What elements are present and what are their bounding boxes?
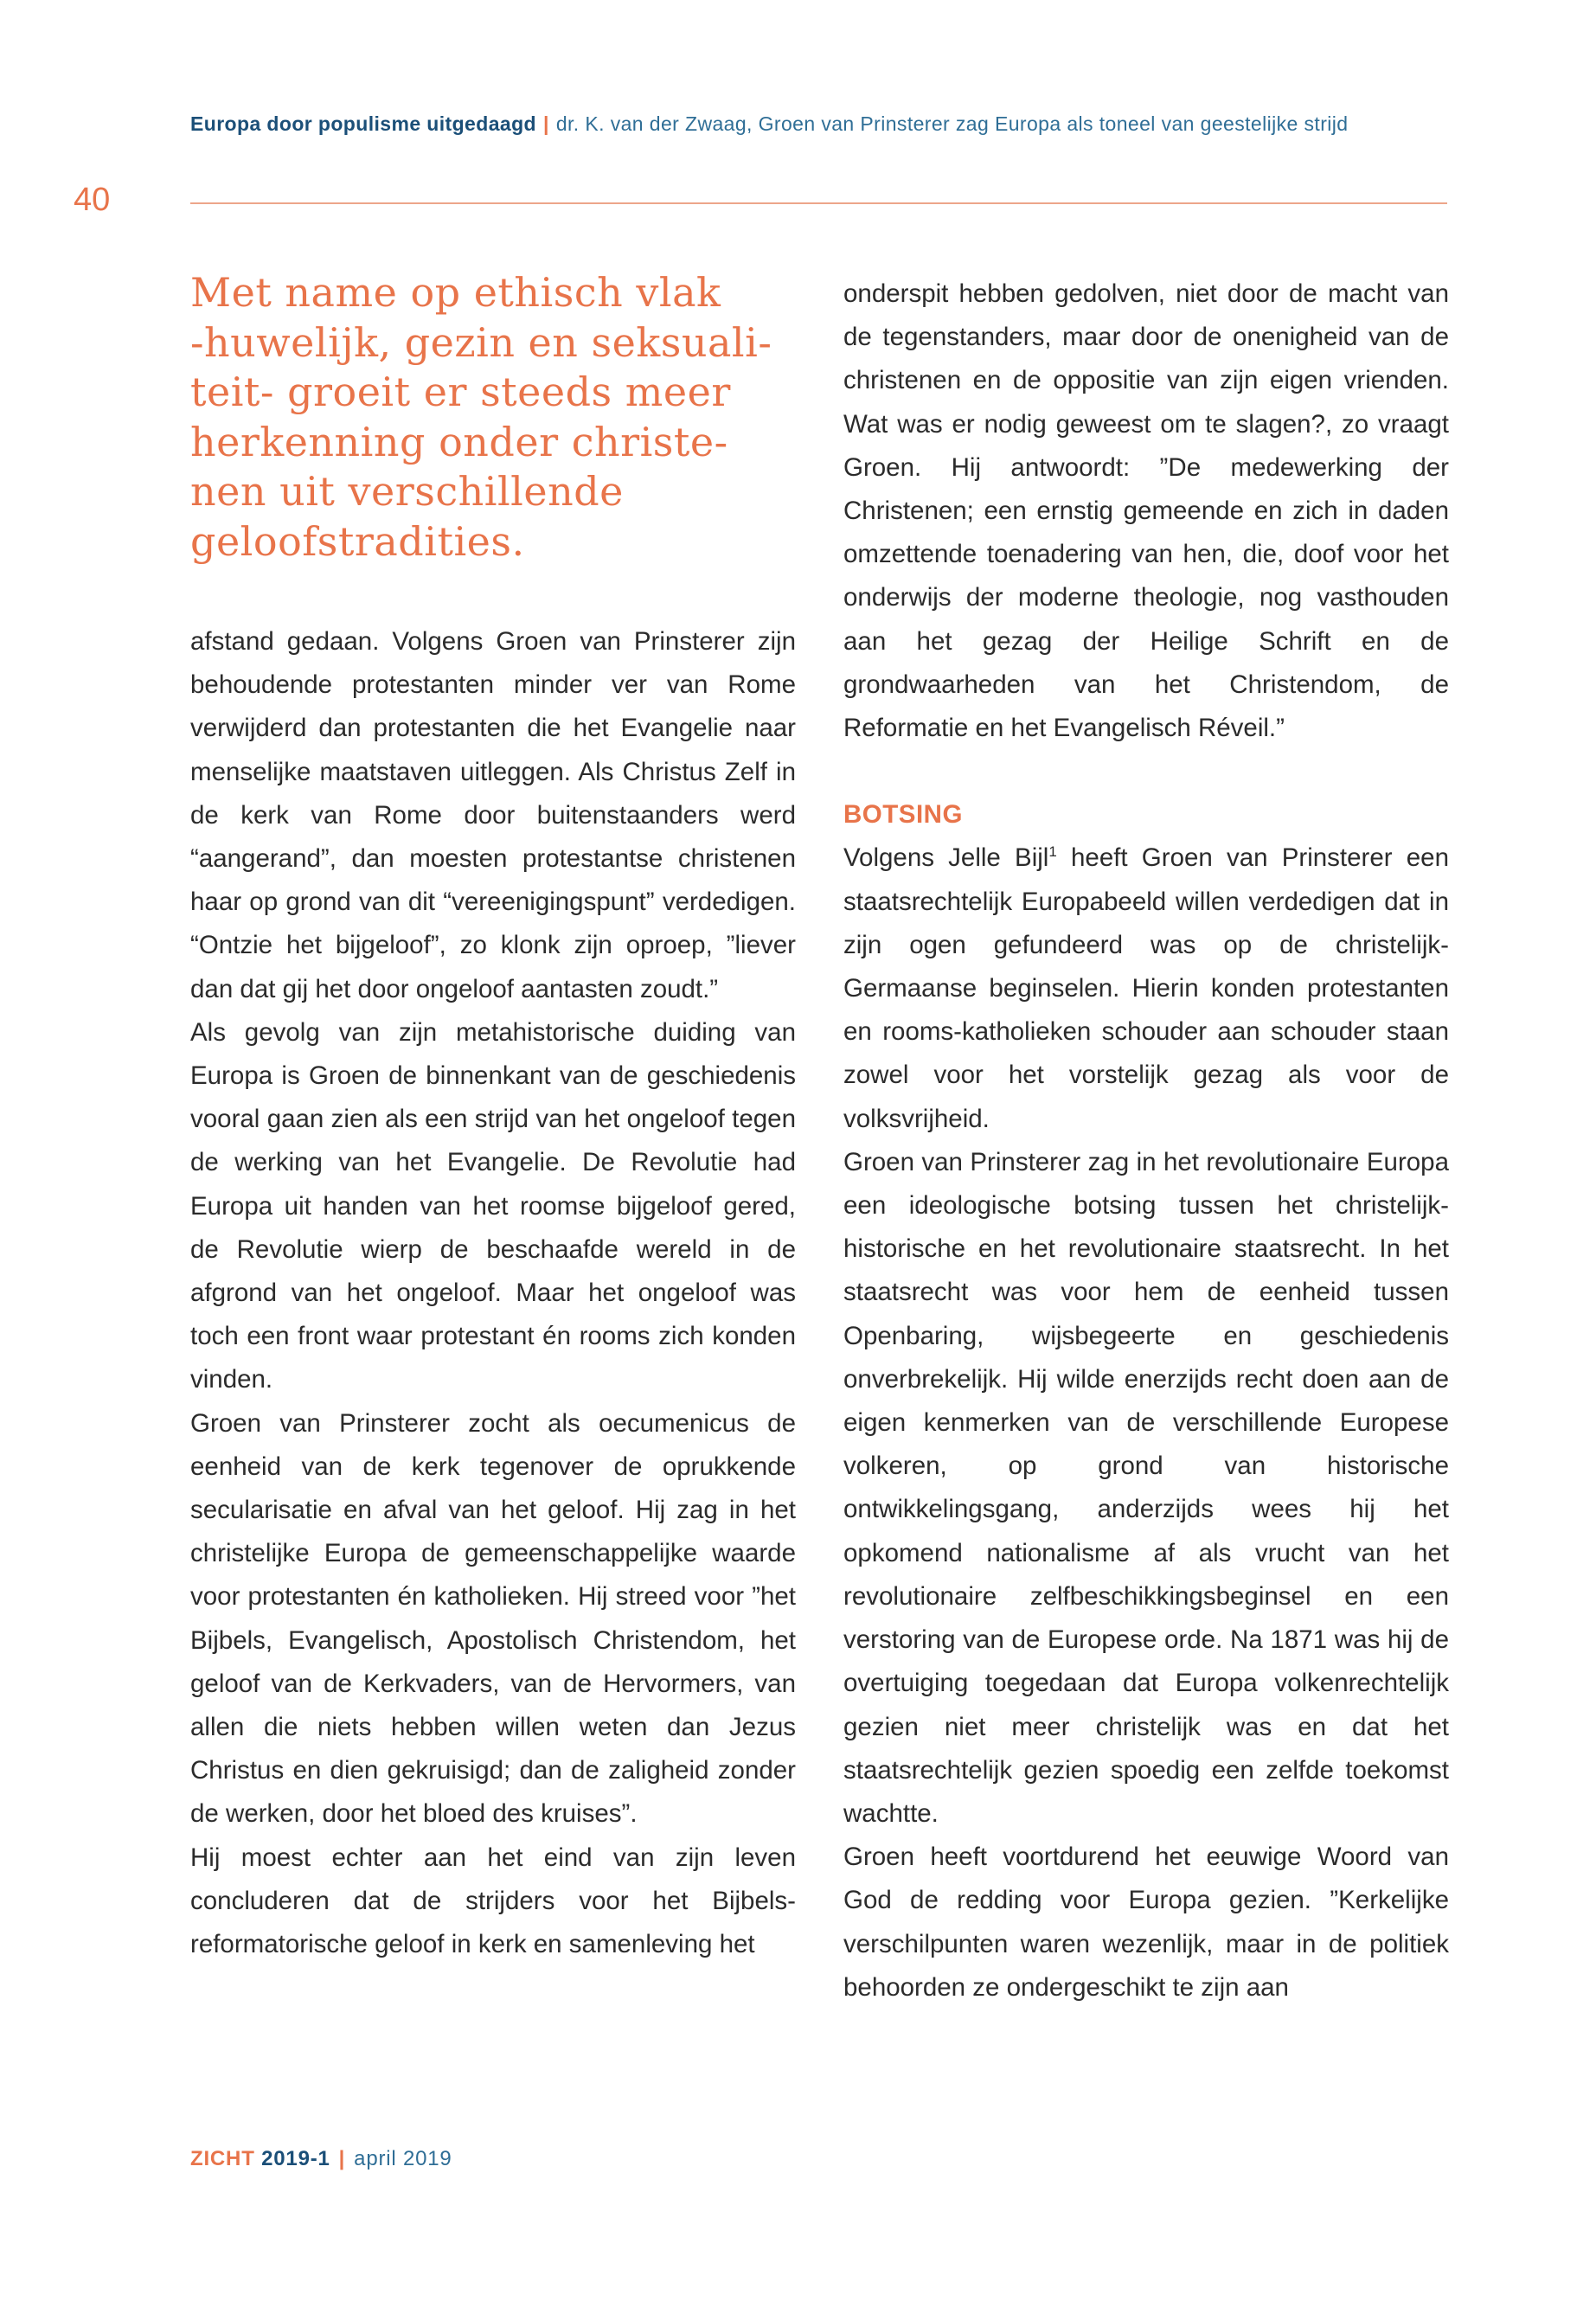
article-title: dr. K. van der Zwaag, Groen van Prinsterer zag Europa als toneel van geestelijke strijd: [555, 112, 1349, 135]
magazine-name: ZICHT: [190, 2147, 255, 2170]
page-number: 40: [74, 182, 111, 218]
body-paragraph: Als gevolg van zijn metahistorische duiding van Europa is Groen de binnenkant van de geschiedenis vooral gaan zien als een strijd van het ongeloof tegen de werking van het Evangelie. De Revolutie had Europa uit handen van het roomse bijgeloof gered, de Revolutie wierp de beschaafde wereld in de afgrond van het ongeloof. Maar het ongeloof was toch een front waar protestant én rooms zich konden vinden.: [190, 1017, 796, 1394]
pull-quote-line: -huwelijk, gezin en seksuali-: [190, 318, 772, 366]
header-rule: [190, 202, 1447, 204]
left-column: [190, 620, 796, 1966]
body-paragraph: afstand gedaan. Volgens Groen van Prinsterer zijn behoudende protestanten minder ver van Rome verwijderd dan protestanten die het Evangelie naar menselijke maatstaven uitleggen. Als Christus Zelf in de kerk van Rome door buitenstaanders werd “aangerand”, dan moesten protestantse christenen haar op grond van dit “vereenigingspunt” verdedigen. “Ontzie het bijgeloof”, zo klonk zijn oproep, ”liever dan dat gij het door ongeloof aantasten zoudt.”: [190, 627, 796, 1003]
issue-number: 2019-1: [261, 2147, 330, 2170]
body-paragraph: Groen van Prinsterer zag in het revolutionaire Europa een ideologische botsing tussen het christelijk-historische en het revolutionaire staatsrecht. In het staatsrecht was voor hem de eenheid tussen Openbaring, wijsbegeerte en geschiedenis onverbrekelijk. Hij wilde enerzijds recht doen aan de eigen kenmerken van de verschillende Europese volkeren, op grond van historische ontwikkelingsgang, anderzijds wees hij het opkomend nationalisme af als vrucht van het revolutionaire zelfbeschikkingsbeginsel en een verstoring van de Europese orde. Na 1871 was hij de overtuiging toegedaan dat Europa volkenrechtelijk gezien niet meer christelijk was en dat het staatsrechtelijk gezien spoedig een zelfde toekomst wachtte.: [843, 1147, 1449, 1828]
paragraph-text: Volgens Jelle Bijl: [843, 843, 1049, 873]
pull-quote-line: geloofstradities.: [190, 517, 525, 565]
footnote-reference[interactable]: 1: [1048, 843, 1057, 861]
footer-separator: |: [338, 2147, 346, 2170]
pull-quote: [190, 268, 796, 567]
header-separator: |: [542, 112, 549, 135]
page-footer: [190, 2147, 452, 2171]
pull-quote-line: herkenning onder christe-: [190, 418, 728, 465]
body-paragraph: onderspit hebben gedolven, niet door de macht van de tegenstanders, maar door de onenigheid van de christenen en de oppositie van zijn eigen vrienden. Wat was er nodig geweest om te slagen?, zo vraagt Groen. Hij antwoordt: ”De medewerking der Christenen; een ernstig gemeende en zich in daden omzettende toenadering van hen, die, doof voor het onderwijs der moderne theologie, nog vasthouden aan het gezag der Heilige Schrift en de grondwaarheden van het Christendom, de Reformatie en het Evangelisch Réveil.”: [843, 279, 1449, 743]
pull-quote-line: nen uit verschillende: [190, 468, 624, 515]
body-paragraph: [843, 836, 1449, 1140]
pull-quote-line: Met name op ethisch vlak: [190, 269, 721, 316]
body-paragraph: Groen heeft voortdurend het eeuwige Woord van God de redding voor Europa gezien. ”Kerkelijke verschilpunten waren wezenlijk, maar in de politiek behoorden ze ondergeschikt te zijn aan: [843, 1843, 1449, 2002]
section-heading: BOTSING: [843, 800, 963, 830]
right-column: [843, 272, 1449, 2009]
pull-quote-line: teit- groeit er steeds meer: [190, 369, 731, 415]
issue-date: april 2019: [354, 2147, 452, 2170]
body-paragraph: Groen van Prinsterer zocht als oecumenicus de eenheid van de kerk tegenover de oprukkende secularisatie en afval van het geloof. Hij zag in het christelijke Europa de gemeenschappelijke waarde voor protestanten én katholieken. Hij streed voor ”het Bijbels, Evangelisch, Apostolisch Christendom, het geloof van de Kerkvaders, van de Hervormers, van allen die niets hebben willen weten dan Jezus Christus en dien gekruisigd; dan de zaligheid zonder de werken, door het bloed des kruises”.: [190, 1408, 796, 1829]
paragraph-text: heeft Groen van Prinsterer een staatsrechtelijk Europabeeld willen verdedigen dat in zijn ogen gefundeerd was op de christelijk-Germaanse beginselen. Hierin konden protestanten en rooms-katholieken schouder aan schouder staan zowel voor het vorstelijk gezag als voor de volksvrijheid.: [843, 843, 1449, 1133]
running-header: [190, 112, 1449, 136]
publication-title: Europa door populisme uitgedaagd: [190, 112, 536, 135]
body-paragraph: Hij moest echter aan het eind van zijn leven concluderen dat de strijders voor het Bijbels-reformatorische geloof in kerk en samenleving het: [190, 1843, 796, 1959]
